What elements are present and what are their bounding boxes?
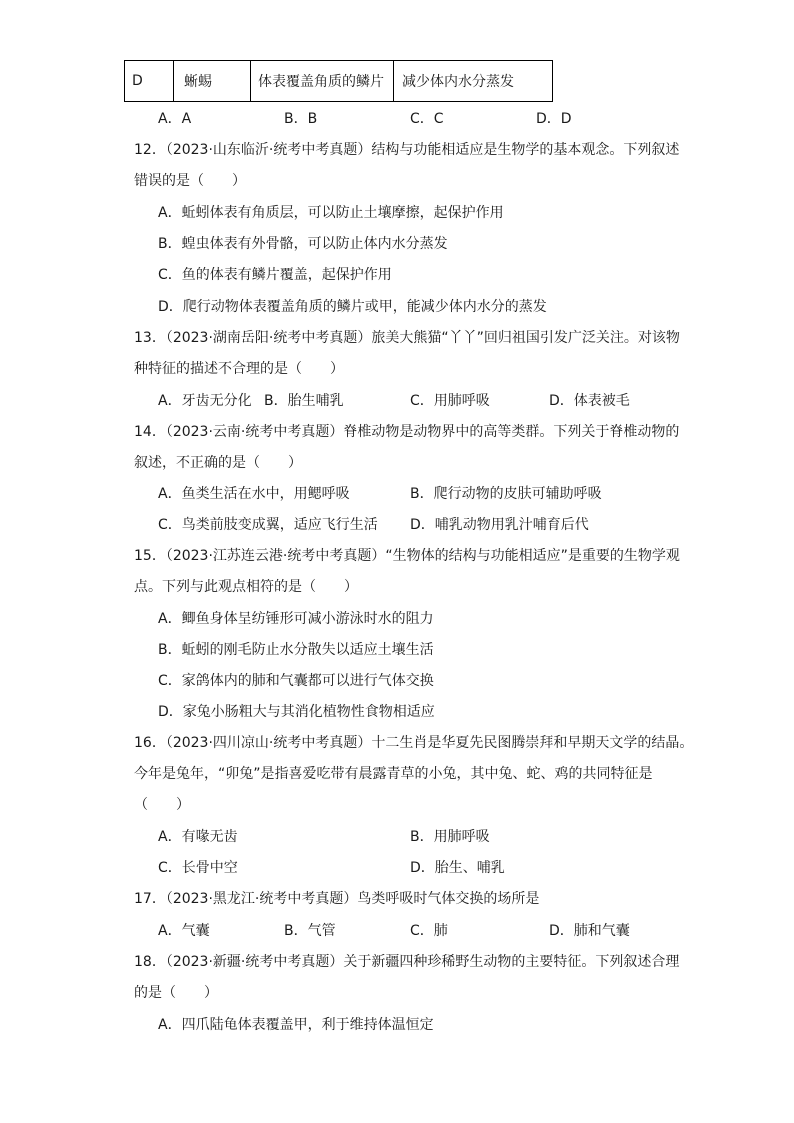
q14-option-d: D．哺乳动物用乳汁哺育后代 <box>410 517 589 533</box>
q14-option-b: B．爬行动物的皮肤可辅助呼吸 <box>410 486 602 502</box>
q13-stem-line2: 种特征的描述不合理的是（ ） <box>134 361 344 377</box>
q11-option-b: B．B <box>284 111 318 127</box>
q15-option-d: D．家兔小肠粗大与其消化植物性食物相适应 <box>158 704 435 720</box>
table-cell-structure: 体表覆盖角质的鳞片 <box>251 61 394 102</box>
q12-option-d: D．爬行动物体表覆盖角质的鳞片或甲，能减少体内水分的蒸发 <box>158 299 547 315</box>
q18-stem-line1: 18．（2023·新疆·统考中考真题）关于新疆四种珍稀野生动物的主要特征。下列叙述合理 <box>134 954 680 970</box>
q12-option-a: A．蚯蚓体表有角质层，可以防止土壤摩擦，起保护作用 <box>158 205 504 221</box>
q14-stem-line2: 叙述，不正确的是（ ） <box>134 455 302 471</box>
q16-option-d: D．胎生、哺乳 <box>410 860 505 876</box>
q15-option-a: A．鲫鱼身体呈纺锤形可减小游泳时水的阻力 <box>158 611 434 627</box>
q13-option-b: B．胎生哺乳 <box>264 393 344 409</box>
q14-option-c: C．鸟类前肢变成翼，适应飞行生活 <box>158 517 378 533</box>
q17-option-a: A．气囊 <box>158 923 210 939</box>
q16-option-a: A．有喙无齿 <box>158 829 238 845</box>
q13-option-d: D．体表被毛 <box>549 393 630 409</box>
q13-stem-line1: 13．（2023·湖南岳阳·统考中考真题）旅美大熊猫“丫丫”回归祖国引发广泛关注。对该物 <box>134 330 680 346</box>
q15-option-c: C．家鸽体内的肺和气囊都可以进行气体交换 <box>158 673 434 689</box>
q11-option-c: C．C <box>410 111 444 127</box>
q11-option-a: A．A <box>158 111 192 127</box>
q18-option-a: A．四爪陆龟体表覆盖甲，利于维持体温恒定 <box>158 1017 434 1033</box>
q13-option-c: C．用肺呼吸 <box>410 393 490 409</box>
q16-option-b: B．用肺呼吸 <box>410 829 490 845</box>
q15-stem-line1: 15．（2023·江苏连云港·统考中考真题）“生物体的结构与功能相适应”是重要的生物学观 <box>134 548 680 564</box>
q13-option-a: A．牙齿无分化 <box>158 393 252 409</box>
q12-stem-line2: 错误的是（ ） <box>134 173 246 189</box>
answer-table-fragment <box>124 60 553 102</box>
q14-stem-line1: 14．（2023·云南·统考中考真题）脊椎动物是动物界中的高等类群。下列关于脊椎动物的 <box>134 424 680 440</box>
q17-option-d: D．肺和气囊 <box>549 923 630 939</box>
q12-option-c: C．鱼的体表有鳞片覆盖，起保护作用 <box>158 267 392 283</box>
q15-stem-line2: 点。下列与此观点相符的是（ ） <box>134 579 358 595</box>
q17-option-b: B．气管 <box>284 923 336 939</box>
q17-stem-line1: 17．（2023·黑龙江·统考中考真题）鸟类呼吸时气体交换的场所是 <box>134 891 540 907</box>
table-cell-animal: 蜥蜴 <box>174 61 251 102</box>
q15-option-b: B．蚯蚓的刚毛防止水分散失以适应土壤生活 <box>158 642 434 658</box>
q16-stem-line1: 16．（2023·四川凉山·统考中考真题）十二生肖是华夏先民图腾崇拜和早期天文学的结晶。 <box>134 735 694 751</box>
table-row <box>125 61 553 102</box>
q16-stem-line2: 今年是兔年，“卯兔”是指喜爱吃带有晨露青草的小兔，其中兔、蛇、鸡的共同特征是 <box>134 766 653 782</box>
q16-stem-line3: （ ） <box>134 797 190 813</box>
q16-option-c: C．长骨中空 <box>158 860 238 876</box>
q11-option-d: D．D <box>536 111 572 127</box>
q17-option-c: C．肺 <box>410 923 448 939</box>
q18-stem-line2: 的是（ ） <box>134 985 218 1001</box>
q12-option-b: B．蝗虫体表有外骨骼，可以防止体内水分蒸发 <box>158 236 448 252</box>
q12-stem-line1: 12．（2023·山东临沂·统考中考真题）结构与功能相适应是生物学的基本观念。下列叙述 <box>134 142 680 158</box>
q14-option-a: A．鱼类生活在水中，用鳃呼吸 <box>158 486 350 502</box>
table-cell-option: D <box>125 61 174 102</box>
table-cell-function: 减少体内水分蒸发 <box>394 61 553 102</box>
